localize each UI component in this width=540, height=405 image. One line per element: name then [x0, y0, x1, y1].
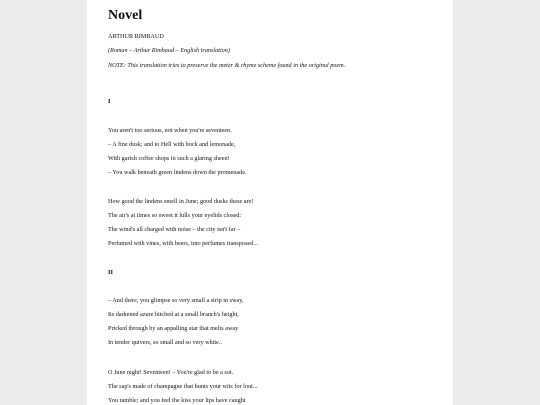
- poem-subtitle: (Roman – Arthur Rimbaud – English translation): [108, 47, 230, 54]
- verse-line: Perfumed with vines, with beers, into perfumes transposed...: [108, 240, 258, 247]
- verse-line: The sap's made of champagne that hunts your wits for loot...: [108, 383, 258, 390]
- verse-line: Its darkened azure hitched at a small branch's height,: [108, 311, 239, 318]
- verse-line: How good the lindens smell in June; good dusks these are!: [108, 198, 254, 205]
- poem-title: Novel: [108, 8, 143, 23]
- verse-line: Pricked through by an appalling star that melts away: [108, 325, 239, 332]
- verse-line: In tender quivers, so small and so very white..: [108, 339, 222, 346]
- translation-note: NOTE: This translation tries to preserve the meter & rhyme scheme found in the original poem.: [108, 62, 346, 69]
- verse-line: With garish coffee shops in such a glaring sheen!: [108, 155, 230, 162]
- verse-line: You aren't too serious, not when you're seventeen.: [108, 127, 232, 134]
- section-heading-1: I: [108, 98, 111, 105]
- verse-line: – You walk beneath green lindens down the promenade.: [108, 169, 247, 176]
- verse-line: The wind's all charged with noise – the city isn't far –: [108, 226, 241, 233]
- document-page: [87, 0, 453, 405]
- section-heading-2: II: [108, 269, 113, 276]
- verse-line: – A fine dusk; and to Hell with bock and lemonade,: [108, 141, 236, 148]
- poem-author: ARTHUR RIMBAUD: [108, 33, 164, 40]
- verse-line: The air's at times so sweet it lulls your eyelids closed:: [108, 212, 242, 219]
- verse-line: – And there, you glimpse so very small a strip in sway,: [108, 297, 244, 304]
- verse-line: O June night! Seventeen! – You're glad to be a sot.: [108, 369, 234, 376]
- verse-line: You ramble; and you feel the kiss your lips have caught: [108, 397, 246, 404]
